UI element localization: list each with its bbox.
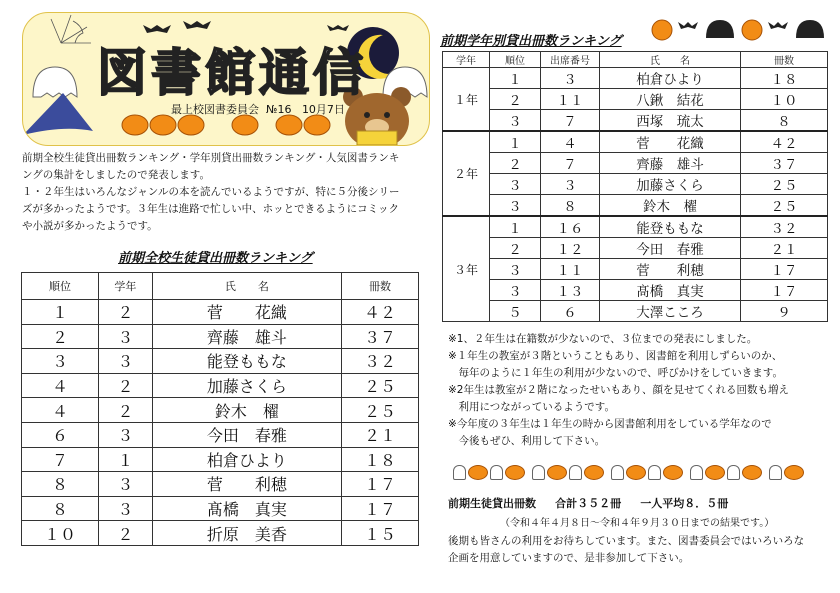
publisher: 最上校図書委員会: [171, 103, 259, 116]
issue-number: №16: [266, 103, 292, 116]
note-line: ※１年生の教室が３階ということもあり、図書館を利用しずらいのか、: [448, 350, 783, 362]
count-cell: １７: [741, 259, 828, 280]
note-line: ※今年度の３年生は１年生の時から図書館利用をしている学年なので: [448, 418, 772, 430]
table-row: [22, 300, 419, 325]
col-seat-number: 出席番号: [541, 52, 600, 68]
grade-cell: ３: [99, 496, 153, 521]
seat-number-cell: １６: [541, 216, 600, 238]
rank-cell: ８: [22, 496, 99, 521]
table-row: [22, 422, 419, 447]
rank-cell: １０: [22, 521, 99, 546]
count-cell: １７: [341, 496, 418, 521]
name-cell: 柏倉ひより: [600, 68, 741, 89]
table-row: [443, 110, 828, 132]
overall-ranking-table: [21, 272, 419, 546]
grade-label-cell: ３年: [443, 216, 490, 322]
table-row: [22, 496, 419, 521]
col-rank: 順位: [22, 273, 99, 300]
grade-cell: ３: [99, 324, 153, 349]
table-row: [22, 472, 419, 497]
grade-ranking-heading: 前期学年別貸出冊数ランキング: [440, 34, 622, 49]
table-row: [22, 398, 419, 423]
name-cell: 齊藤 雄斗: [600, 153, 741, 174]
rank-cell: １: [490, 131, 541, 153]
col-name: 氏 名: [152, 273, 341, 300]
col-grade: 学年: [443, 52, 490, 68]
seat-number-cell: ６: [541, 301, 600, 322]
newsletter-title: 図書館通信: [97, 44, 367, 102]
seat-number-cell: ４: [541, 131, 600, 153]
table-row: [443, 174, 828, 195]
rank-cell: ３: [490, 280, 541, 301]
name-cell: 大澤こころ: [600, 301, 741, 322]
name-cell: 折原 美香: [152, 521, 341, 546]
count-cell: ３７: [341, 324, 418, 349]
count-cell: ２５: [741, 195, 828, 217]
count-cell: ９: [741, 301, 828, 322]
rank-cell: ３: [490, 110, 541, 132]
col-count: 冊数: [341, 273, 418, 300]
intro-line: ングの集計をしましたので発表します。: [22, 169, 210, 181]
table-row: [443, 68, 828, 89]
table-row: [443, 238, 828, 259]
summary-average: 一人平均８．５冊: [640, 497, 729, 510]
seat-number-cell: ７: [541, 153, 600, 174]
count-cell: ２１: [341, 422, 418, 447]
table-row: [443, 89, 828, 110]
notes: [448, 331, 833, 450]
seat-number-cell: ８: [541, 195, 600, 217]
table-row: [443, 131, 828, 153]
name-cell: 柏倉ひより: [152, 447, 341, 472]
count-cell: ３２: [741, 216, 828, 238]
table-row: [22, 447, 419, 472]
rank-cell: ７: [22, 447, 99, 472]
grade-cell: ３: [99, 349, 153, 374]
rank-cell: ３: [490, 174, 541, 195]
table-row: [22, 324, 419, 349]
seat-number-cell: ３: [541, 174, 600, 195]
name-cell: 髙橋 真実: [152, 496, 341, 521]
name-cell: 鈴木 櫂: [152, 398, 341, 423]
grade-cell: ３: [99, 422, 153, 447]
count-cell: ４２: [341, 300, 418, 325]
seat-number-cell: ３: [541, 68, 600, 89]
rank-cell: ４: [22, 373, 99, 398]
rank-cell: ２: [490, 89, 541, 110]
table-row: [443, 280, 828, 301]
rank-cell: ３: [22, 349, 99, 374]
seat-number-cell: １３: [541, 280, 600, 301]
rank-cell: ８: [22, 472, 99, 497]
table-header-row: [443, 52, 828, 68]
name-cell: 菅 花織: [152, 300, 341, 325]
rank-cell: ２: [490, 238, 541, 259]
rank-cell: ２: [22, 324, 99, 349]
intro-line: や小説が多かったようです。: [22, 220, 158, 232]
grade-cell: ３: [99, 472, 153, 497]
count-cell: １７: [741, 280, 828, 301]
table-header-row: [22, 273, 419, 300]
rank-cell: ６: [22, 422, 99, 447]
issue-date: 10月7日: [301, 103, 345, 116]
count-cell: １７: [341, 472, 418, 497]
col-name: 氏 名: [600, 52, 741, 68]
seat-number-cell: ７: [541, 110, 600, 132]
summary-line: [448, 495, 728, 511]
pumpkin-ghost-border: [452, 465, 805, 484]
rank-cell: １: [490, 68, 541, 89]
note-line: 今後もぜひ、利用して下さい。: [448, 435, 606, 447]
name-cell: 鈴木 櫂: [600, 195, 741, 217]
seat-number-cell: １２: [541, 238, 600, 259]
rank-cell: ３: [490, 259, 541, 280]
grade-ranking-table: [442, 51, 828, 322]
halloween-decoration: [650, 14, 830, 44]
grade-cell: ２: [99, 521, 153, 546]
summary-total: 合計３５２冊: [555, 497, 622, 510]
count-cell: ３２: [341, 349, 418, 374]
overall-ranking-heading: 前期全校生徒貸出冊数ランキング: [118, 251, 313, 266]
name-cell: 菅 利穂: [152, 472, 341, 497]
summary-period: （令和４年４月８日～令和４年９月３０日までの結果です。）: [500, 518, 775, 529]
table-row: [443, 153, 828, 174]
closing-line: 企画を用意していますので、是非参加して下さい。: [448, 552, 690, 564]
newsletter-header: [22, 12, 430, 146]
name-cell: 西塚 琉太: [600, 110, 741, 132]
note-line: 利用につながっているようです。: [448, 401, 615, 413]
rank-cell: ４: [22, 398, 99, 423]
count-cell: ２５: [341, 373, 418, 398]
closing-line: 後期も皆さんの利用をお待ちしています。また、図書委員会ではいろいろな: [448, 535, 805, 547]
rank-cell: １: [22, 300, 99, 325]
name-cell: 能登ももな: [600, 216, 741, 238]
count-cell: ８: [741, 110, 828, 132]
grade-label-cell: １年: [443, 68, 490, 132]
count-cell: １８: [741, 68, 828, 89]
col-grade: 学年: [99, 273, 153, 300]
rank-cell: １: [490, 216, 541, 238]
name-cell: 菅 利穂: [600, 259, 741, 280]
issue-info: [171, 101, 345, 117]
count-cell: ４２: [741, 131, 828, 153]
name-cell: 髙橋 真実: [600, 280, 741, 301]
col-rank: 順位: [490, 52, 541, 68]
count-cell: １５: [341, 521, 418, 546]
rank-cell: ３: [490, 195, 541, 217]
seat-number-cell: １１: [541, 259, 600, 280]
name-cell: 能登ももな: [152, 349, 341, 374]
grade-cell: ２: [99, 398, 153, 423]
intro-line: 前期全校生徒貸出冊数ランキング・学年別貸出冊数ランキング・人気図書ランキ: [22, 152, 400, 164]
name-cell: 今田 春雅: [152, 422, 341, 447]
seat-number-cell: １１: [541, 89, 600, 110]
count-cell: １０: [741, 89, 828, 110]
count-cell: ２５: [341, 398, 418, 423]
summary-label: 前期生徒貸出冊数: [448, 497, 536, 510]
name-cell: 齊藤 雄斗: [152, 324, 341, 349]
name-cell: 八鍬 結花: [600, 89, 741, 110]
note-line: ※2年生は教室が２階になったせいもあり、顔を見せてくれる回数も増え: [448, 384, 789, 396]
table-row: [443, 195, 828, 217]
grade-label-cell: ２年: [443, 131, 490, 216]
table-row: [443, 259, 828, 280]
intro-line: １・２年生はいろんなジャンルの本を読んでいるようですが、特に５分後シリー: [22, 186, 400, 198]
rank-cell: ２: [490, 153, 541, 174]
count-cell: ２１: [741, 238, 828, 259]
name-cell: 菅 花織: [600, 131, 741, 153]
intro-paragraph: [22, 150, 426, 235]
table-row: [443, 216, 828, 238]
table-row: [22, 349, 419, 374]
table-row: [22, 373, 419, 398]
table-row: [22, 521, 419, 546]
count-cell: ３７: [741, 153, 828, 174]
grade-cell: ２: [99, 300, 153, 325]
note-line: ※1、２年生は在籍数が少ないので、３位までの発表にしました。: [448, 333, 758, 345]
grade-cell: ２: [99, 373, 153, 398]
intro-line: ズが多かったようです。３年生は進路で忙しい中、ホッとできるようにコミック: [22, 203, 399, 215]
count-cell: ２５: [741, 174, 828, 195]
col-count: 冊数: [741, 52, 828, 68]
name-cell: 加藤さくら: [152, 373, 341, 398]
name-cell: 今田 春雅: [600, 238, 741, 259]
rank-cell: ５: [490, 301, 541, 322]
note-line: 毎年のように１年生の利用が少ないので、呼びかけをしていきます。: [448, 367, 783, 379]
count-cell: １８: [341, 447, 418, 472]
name-cell: 加藤さくら: [600, 174, 741, 195]
table-row: [443, 301, 828, 322]
grade-cell: １: [99, 447, 153, 472]
